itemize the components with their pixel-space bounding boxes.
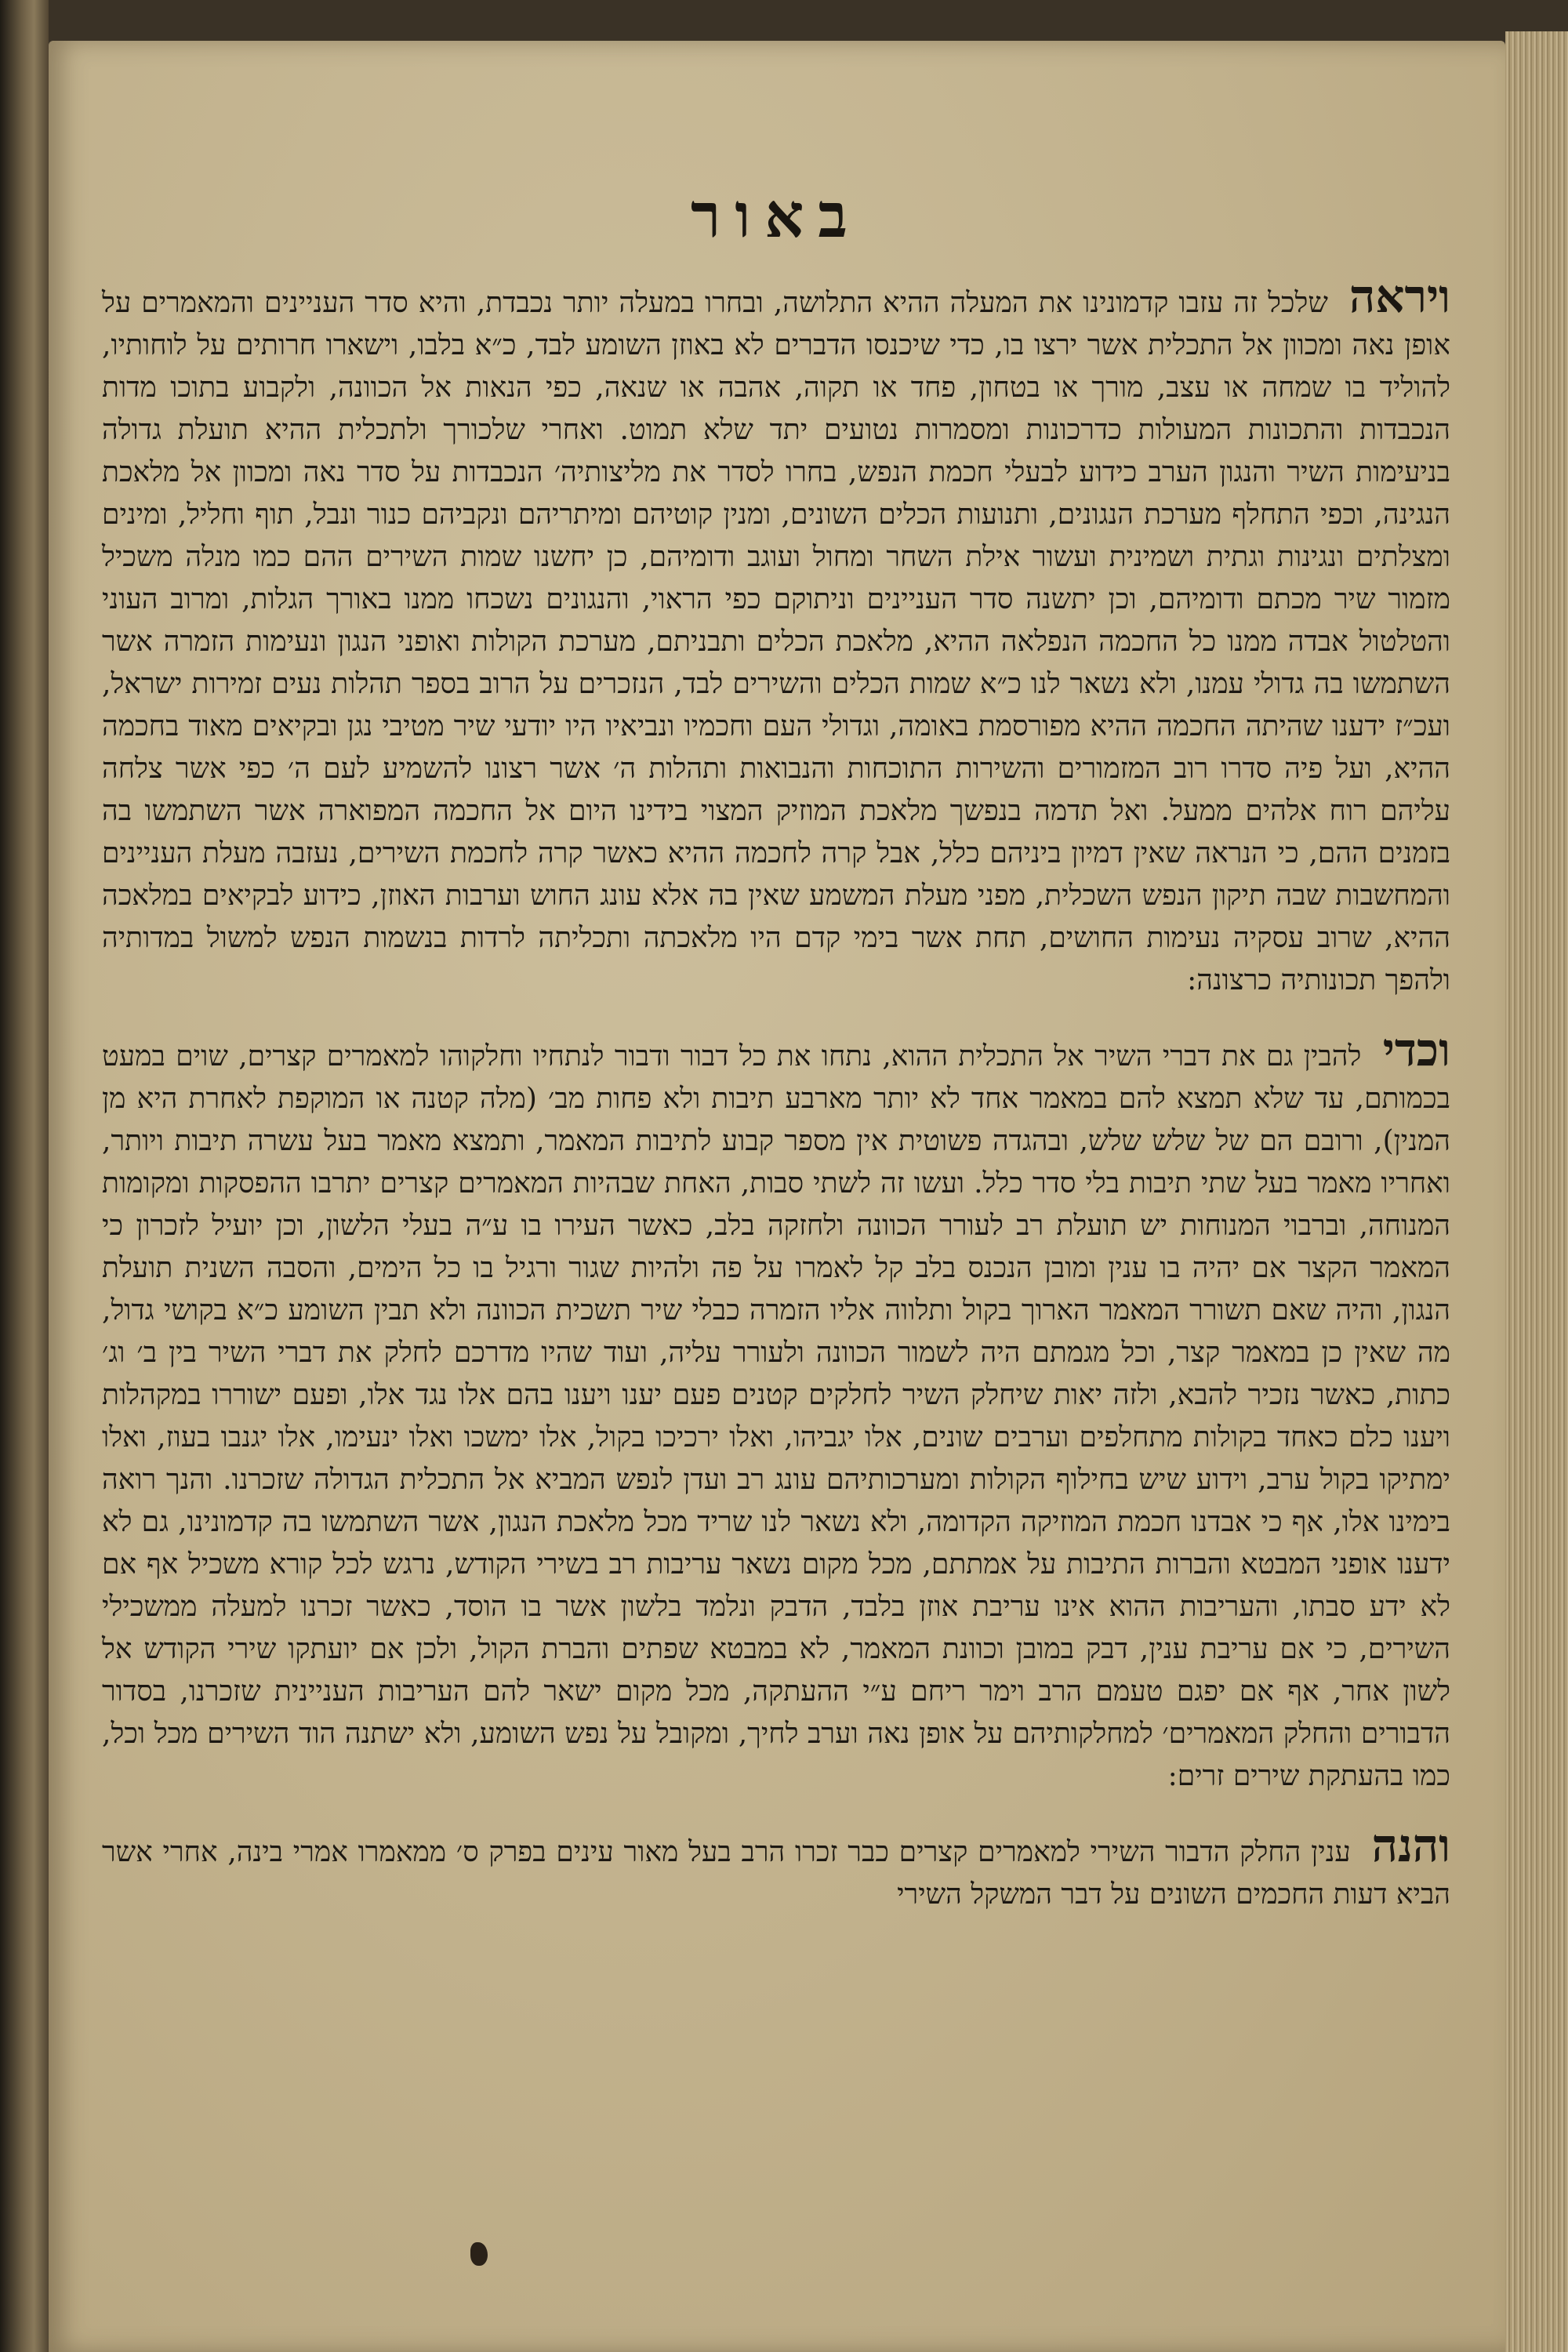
paragraph-2 [102,1023,1451,1798]
paragraph-1-text: שלכל זה עזבו קדמונינו את המעלה ההיא התלושה, ובחרו במעלה יותר נכבדת, והיא סדר העניינים והמאמרים על אופן נאה ומכוון אל התכלית אשר ירצו בו, כדי שיכנסו הדברים לא באוזן השומע לבד, כ״א בלבו, וישארו חרותים על לוחותיו, להוליד בו שמחה או עצב, מורך או בטחון, פחד או תקוה, אהבה או שנאה, כפי הנאות אל הכוונה, ולקבוע בתוכו מדות הנכבדות והתכונות המעולות כדרכונות ומסמרות נטועים יתד שלא תמוט. ואחרי שלכורך ולתכלית ההיא תועלת גדולה בניעימות השיר והנגון הערב כידוע לבעלי חכמת הנפש, בחרו לסדר את מליצותיה׳ הנכבדות על סדר נאה ומכוון אל מלאכת הנגינה, וכפי התחלף מערכת הנגונים, ותנועות הכלים השונים, ומנין קוטיהם ומיתריהם ונקביהם כנור ונבל, תוף וחליל, ומינים ומצלתים ונגינות וגתית ושמינית ועשור אילת השחר ומחול ועוגב ודומיהם, כן יחשנו שמות השירים ההם כמו מנלה משכיל מזמור שיר מכתם ודומיהם, וכן יתשנה סדר העניינים וניתוקם כפי הראוי, והנגונים נשכחו ממנו באורך הגלות, ומרוב העוני והטלטול אבדה ממנו כל החכמה הנפלאה ההיא, מלאכת הכלים ותבניתם, מערכת הקולות ואופני הנגון ונעימות הזמרה אשר השתמשו בה גדולי עמנו, ולא נשאר לנו כ״א שמות הכלים והשירים לבד, הנזכרים על הרוב בספר תהלות נעים זמירות ישראל, ועכ״ז ידענו שהיתה החכמה ההיא מפורסמת באומה, וגדולי העם וחכמיו ונביאיו היו יודעי שיר מטיבי נגן ובקיאים מאוד בחכמה ההיא, ועל פיה סדרו רוב המזמורים והשירות התוכחות והנבואות ותהלות ה׳ אשר רצונו להשמיע לעם ה׳ כפי אשר צלחה עליהם רוח אלהים ממעל. ואל תדמה בנפשך מלאכת המוזיק המצוי בידינו היום אל החכמה המפוארה אשר השתמשו בה בזמנים ההם, כי הנראה שאין דמיון ביניהם כלל, אבל קרה לחכמה ההיא כאשר קרה לחכמת השירים, נעזבה מעלת העניינים והמחשבות שבה תיקון הנפש השכלית, מפני מעלת המשמע שאין בה אלא עונג החוש וערבות האוזן, כידוע לבקיאים במלאכה ההיא, שרוב עסקיה נעימות החושים, תחת אשר בימי קדם היו מלאכתה ותכליתה לרדות בנשמות הנפש למשול במדותיה ולהפך תכונותיה כרצונה: [102,287,1450,996]
paragraph-1 [102,270,1450,1002]
page-text-block [102,180,1450,2140]
paragraph-2-lead-word: וכדי [1382,1023,1450,1076]
paragraph-3-lead-word: והנה [1371,1819,1451,1872]
paragraph-2-text: להבין גם את דברי השיר אל התכלית ההוא, נתחו את כל דבור ודבור לנתחיו וחלקוהו למאמרים קצרים, שוים במעט בכמותם, עד שלא תמצא להם במאמר אחד לא יותר מארבע תיבות ולא פחות מב׳ (מלה קטנה או המוקפת לאחרת היא מן המנין), ורובם הם של שלש שלש, ובהגדה פשוטית אין מספר קבוע לתיבות המאמר, ותמצא מאמר בעל עשרה תיבות ויותר, ואחריו מאמר בעל שתי תיבות בלי סדר כלל. ועשו זה לשתי סבות, האחת שבהיות המאמרים קצרים יתרבו ההפסקות ומקומות המנוחה, וברבוי המנוחות יש תועלת רב לעורר הכוונה ולחזקה בלב, כאשר העירו בו ע״ה בעלי הלשון, וכן יועיל לזכרון כי המאמר הקצר אם יהיה בו ענין ומובן הנכנס בלב קל לאמרו על פה ולהיות שגור ורגיל בו כל הימים, והסבה השנית תועלת הנגון, והיה שאם תשורר המאמר הארוך בקול ותלווה אליו הזמרה כבלי שיר תשכית הכוונה ולא תבין השומע כ״א בקושי גדול, מה שאין כן במאמר קצר, וכל מגמתם היה לשמור הכוונה ולעורר עליה, ועוד שהיו מדרכם לחלק את דברי השיר בין ב׳ וג׳ כתות, כאשר נזכיר להבא, ולזה יאות שיחלק השיר לחלקים קטנים פעם יענו ויענו בהם אלו נגד אלו, ופעם ישוררו במקהלות ויענו כלם כאחד בקולות מתחלפים וערבים שונים, אלו יגביהו, ואלו ירכיכו בקול, אלו ימשכו ואלו ינעימו, אלו יגנבו בעוז, ואלו ימתיקו בקול ערב, וידוע שיש בחילוף הקולות ומערכותיהם עונג רב ועדן לנפש המביא אל התכלית הגדולה שזכרנו. והנך רואה בימינו אלו, אף כי אבדנו חכמת המוזיקה הקדומה, ולא נשאר לנו שריד מכל מלאכת הנגון, אשר השתמשו בה קדמונינו, גם לא ידענו אופני המבטא והברות התיבות על אמתתם, מכל מקום נשאר עריבות רב בשירי הקודש, נרגש לכל קורא משכיל אף אם לא ידע סבתו, והעריבות ההוא אינו עריבת אוזן בלבד, הדבק ונלמד בלשון אשר בו הוסד, כאשר זכרנו למעלה ממשכילי השירים, כי אם עריבת ענין, דבק במובן וכוונת המאמר, לא במבטא שפתים והברת הקול, ולכן אם יועתקו שירי הקודש אל לשון אחר, אף אם יפגם טעמם הרב וימר ריחם ע״י ההעתקה, מכל מקום ישאר להם העריבות העניינית שזכרנו, בסדור הדבורים והחלק המאמרים׳ למחלקותיהם על אופן נאה וערב לחיך, ומקובל על נפש השומע, ולא ישתנה הוד השירים מכל וכל, כמו בהעתקת שירים זרים: [102,1040,1451,1792]
paragraph-1-lead-word: ויראה [1348,270,1450,323]
ink-spot [470,2242,488,2266]
paragraph-3-text: ענין החלק הדבור השירי למאמרים קצרים כבר זכרו הרב בעל מאור עינים בפרק ס׳ ממאמרו אמרי בינה, אחרי אשר הביא דעות החכמים השונים על דבר המשקל השירי [102,1836,1450,1911]
page-stack-edge [1505,31,1568,2352]
paragraph-3 [102,1819,1451,1916]
book-spine-edge [0,0,49,2352]
page-heading: באור [691,180,862,252]
